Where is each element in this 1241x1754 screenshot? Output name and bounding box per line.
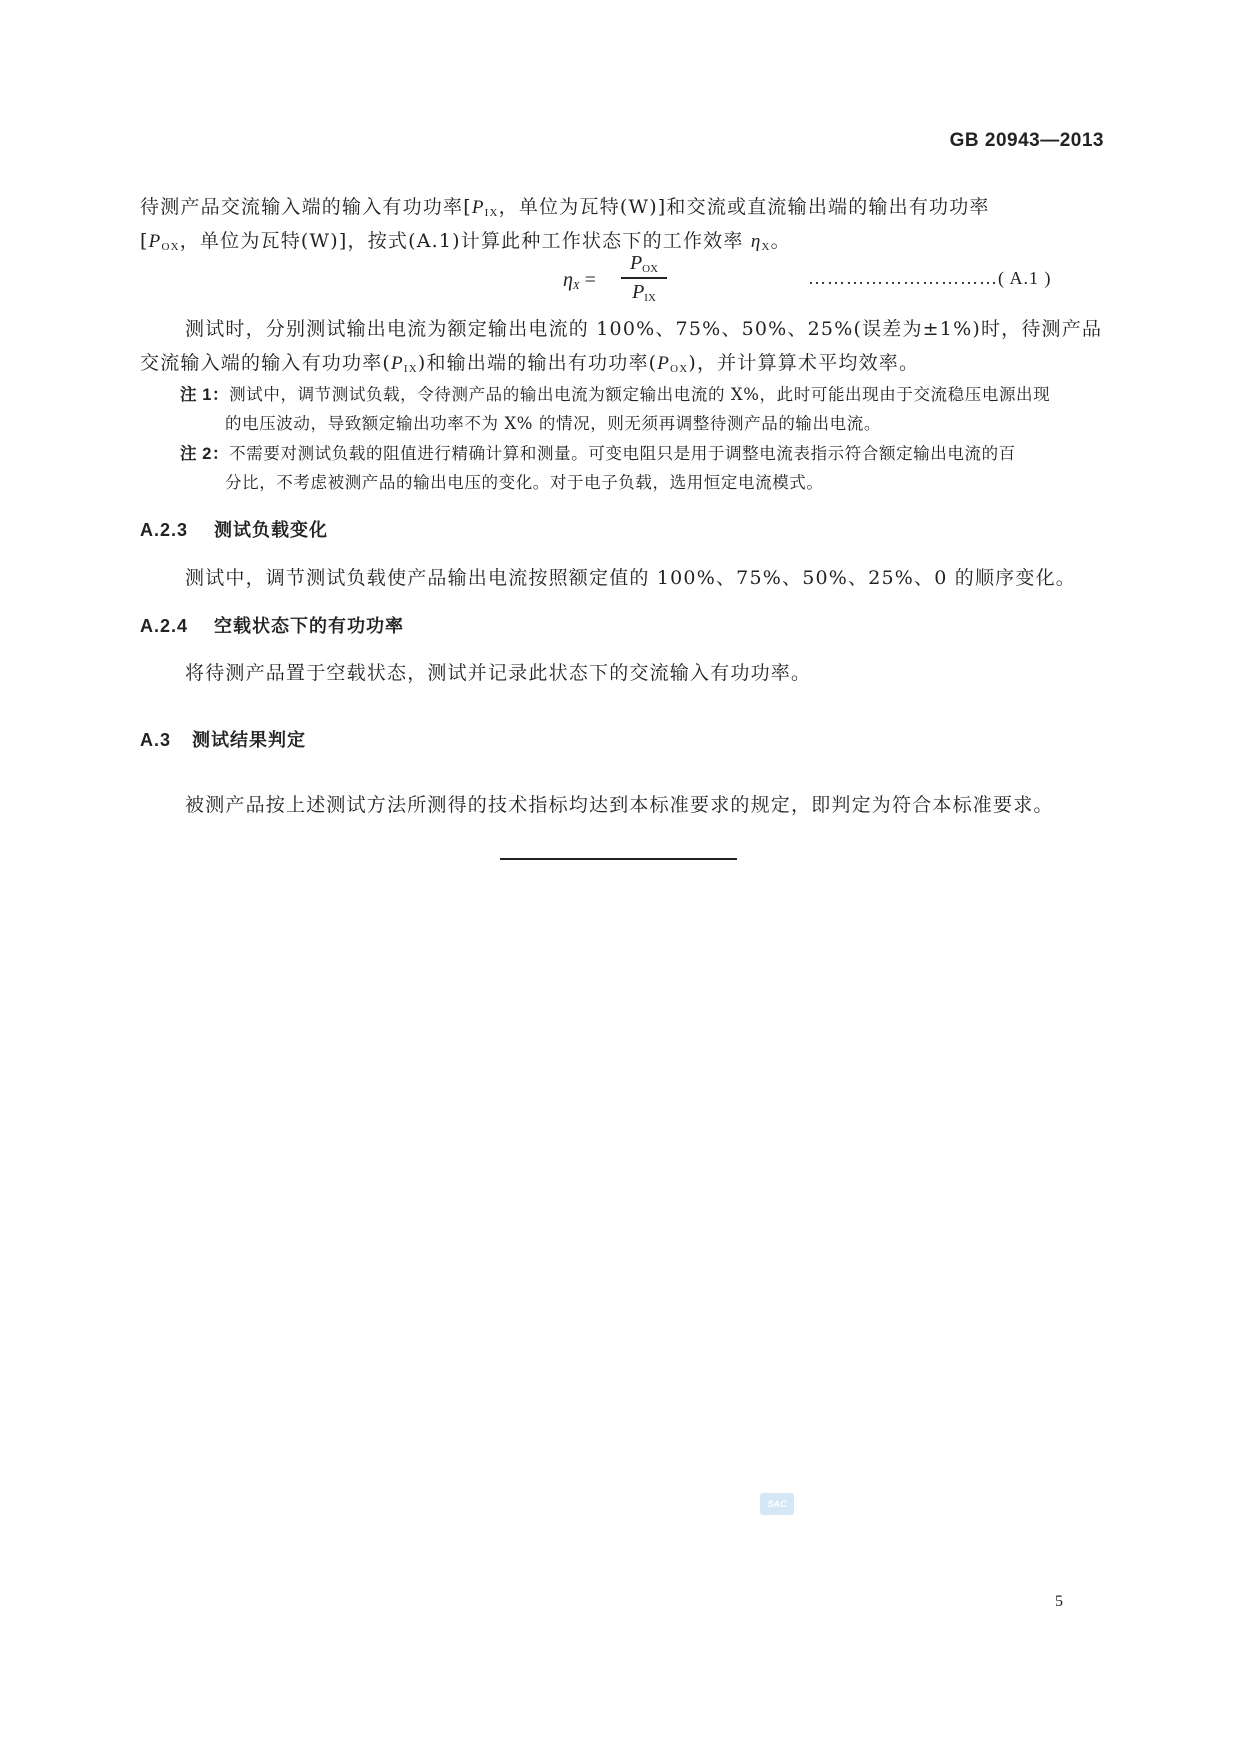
note-2 [180,440,1016,464]
para2-line2 [140,348,919,375]
symbol-p-ix [472,197,499,218]
section-a23-body: 测试中，调节测试负载使产品输出电流按照额定值的 100%、75%、50%、25%、0 的顺序变化。 [185,567,1076,589]
para2-line1: 测试时，分别测试输出电流为额定输出电流的 100%、75%、50%、25%(误差为±1%)时，待测产品 [185,318,1103,340]
text: ，单位为瓦特(W)]和交流或直流输出端的输出有功功率 [498,196,990,218]
symbol-subscript: X [761,241,771,253]
note-label: 注 2： [180,445,230,463]
note-text: 不需要对测试负载的阻值进行精确计算和测量。可变电阻只是用于调整电流表指示符合额定输出电流的百 [229,444,1016,463]
symbol-base: P [632,280,645,303]
text: )，并计算算术平均效率。 [688,352,920,374]
section-title: 测试结果判定 [192,730,306,750]
symbol-p-ix [391,353,418,374]
para1-line1 [140,192,990,219]
section-a3-heading [140,726,306,752]
text: ，单位为瓦特(W)]，按式(A.1)计算此种工作状态下的工作效率 [179,230,751,252]
section-number: A.2.4 [140,616,189,636]
section-a23-heading [140,516,328,542]
section-title: 空载状态下的有功功率 [214,616,404,636]
symbol-base: P [657,353,671,374]
text: )和输出端的输出有功功率( [417,352,658,374]
para1-line2 [140,226,791,253]
symbol-subscript: IX [644,291,656,304]
formula-number: …………………………( A.1 ) [808,268,1052,288]
symbol-base: P [391,353,404,374]
section-number: A.2.3 [140,520,189,540]
fraction-denominator [621,281,667,304]
symbol-subscript: IX [403,363,418,375]
sac-watermark-logo: SAC [760,1493,794,1515]
symbol-eta-x [751,231,771,252]
symbol-subscript: OX [670,363,689,375]
symbol-base: P [471,197,485,218]
symbol-p-ox [149,231,180,252]
fraction-numerator [621,252,667,275]
section-number: A.3 [140,730,172,750]
standard-code: GB 20943—2013 [949,130,1104,151]
section-a24-body: 将待测产品置于空载状态，测试并记录此状态下的交流输入有功功率。 [185,662,812,684]
symbol-base: P [629,252,643,274]
note-label: 注 1： [180,386,230,404]
text: 待测产品交流输入端的输入有功功率[ [140,196,472,218]
fraction-bar [621,277,667,279]
note-1 [180,381,1050,405]
formula-lhs [563,269,596,292]
section-a3-body: 被测产品按上述测试方法所测得的技术指标均达到本标准要求的规定，即判定为符合本标准要求。 [185,794,1054,816]
symbol-subscript: OX [642,263,659,275]
equals-sign: = [579,269,596,291]
text: 。 [770,230,791,252]
formula-fraction [621,252,667,304]
note-text: 测试中，调节测试负载，令待测产品的输出电流为额定输出电流的 X%，此时可能出现由于交流稳压电源出现 [229,385,1051,404]
symbol-subscript: OX [161,241,180,253]
symbol-subscript: X [572,280,580,292]
symbol-base: η [750,231,762,252]
section-a24-heading [140,612,404,638]
page-number: 5 [1055,1593,1063,1610]
note-2-line2: 分比，不考虑被测产品的输出电压的变化。对于电子负载，选用恒定电流模式。 [225,473,824,492]
symbol-subscript: IX [484,207,499,219]
end-rule [500,858,737,860]
text: 交流输入端的输入有功功率( [140,352,392,374]
section-title: 测试负载变化 [214,520,328,540]
formula-a1 [563,252,671,310]
note-1-line2: 的电压波动，导致额定输出功率不为 X% 的情况，则无须再调整待测产品的输出电流。 [225,414,881,433]
symbol-base: P [148,231,162,252]
text: [ [140,230,149,252]
symbol-base: η [563,269,573,291]
symbol-p-ox [657,353,688,374]
